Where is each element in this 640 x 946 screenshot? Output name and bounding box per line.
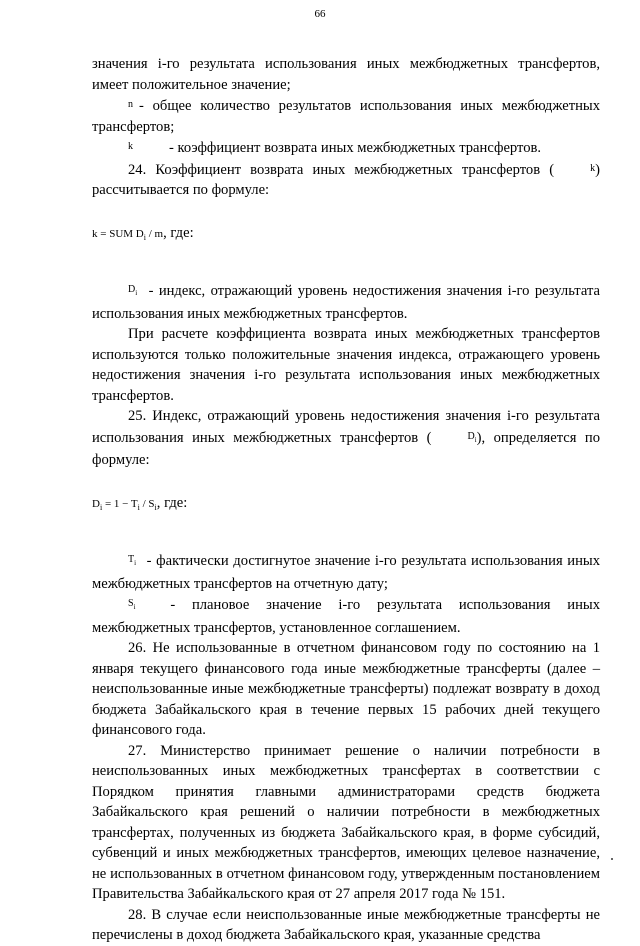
symbol-s: $S_i$ [128, 598, 136, 612]
symbol-t: $T_i$ [128, 554, 137, 568]
formula-k: k = SUM $D_i$ / m, где: [92, 224, 194, 242]
paragraph-25: 25. Индекс, отражающий уровень недостижения значения i-го результата использования иных межбюджетных трансфертов ( $D_i$), определяется по формуле: [92, 408, 600, 469]
document-body [92, 54, 600, 946]
scan-speck [611, 858, 613, 860]
paragraph-24: 24. Коэффициент возврата иных межбюджетных трансфертов ( k) рассчитывается по формуле: [92, 159, 600, 201]
symbol-n: n [128, 99, 133, 110]
symbol-d-inline: $D_i$ [467, 430, 477, 444]
definition-t-text: - фактически достигнутое значение i-го результата использования иных межбюджетных трансфертов на отчетную дату; [92, 553, 600, 592]
formula-d: $D_i = 1 - T_i / S_i$, где: [92, 494, 188, 512]
definition-s-text: - плановое значение i-го результата использования иных межбюджетных трансфертов, установленное соглашением. [92, 597, 600, 636]
paragraph-continuation: значения i-го результата использования иных межбюджетных трансфертов, имеет положительное значение; [92, 56, 600, 93]
paragraph-28: 28. В случае если неиспользованные иные межбюджетные трансферты не перечислены в доход бюджета Забайкальского края, указанные средства [92, 906, 600, 944]
definition-k-text: - коэффициент возврата иных межбюджетных трансфертов. [169, 140, 542, 156]
definition-s [92, 594, 600, 638]
definition-d-text: - индекс, отражающий уровень недостижения значения i-го результата использования иных межбюджетных трансфертов. [92, 283, 600, 322]
symbol-d: $D_i$ [128, 284, 138, 298]
symbol-k-inline: k [590, 162, 596, 174]
page-number: 66 [314, 8, 326, 20]
symbol-k: k [128, 141, 133, 152]
paragraph-27: 27. Министерство принимает решение о наличии потребности в неиспользованных иных межбюджетных трансфертах в соответствии с Порядком принятия главными администраторами средств бюджета Забайкальского края решений о наличии потребности в межбюджетных трансфертах, полученных из бюджета Забайкальского края, в форме субсидий, субвенций и иных межбюджетных трансфертов, имеющих целевое назначение, не использованных в отчетном финансовом году, утвержденным постановлением Правительства Забайкальского края от 27 апреля 2017 года № 151. [92, 742, 600, 903]
definition-n [92, 95, 600, 137]
paragraph-26: 26. Не использованные в отчетном финансовом году по состоянию на 1 января текущего финансового года иные межбюджетные трансферты (далее – неиспользованные иные межбюджетные трансферты) подлежат возврату в доход бюджета Забайкальского края в течение первых 15 рабочих дней текущего финансового года. [92, 640, 600, 739]
definition-d [92, 280, 600, 324]
definition-t [92, 550, 600, 594]
definition-n-text: - общее количество результатов использования иных межбюджетных трансфертов; [92, 98, 600, 135]
paragraph-calc: При расчете коэффициента возврата иных межбюджетных трансфертов используются только положительные значения индекса, отражающего уровень недостижения значения i-го результата использования иных межбюджетных трансфертов. [92, 326, 600, 404]
definition-k [92, 137, 600, 159]
